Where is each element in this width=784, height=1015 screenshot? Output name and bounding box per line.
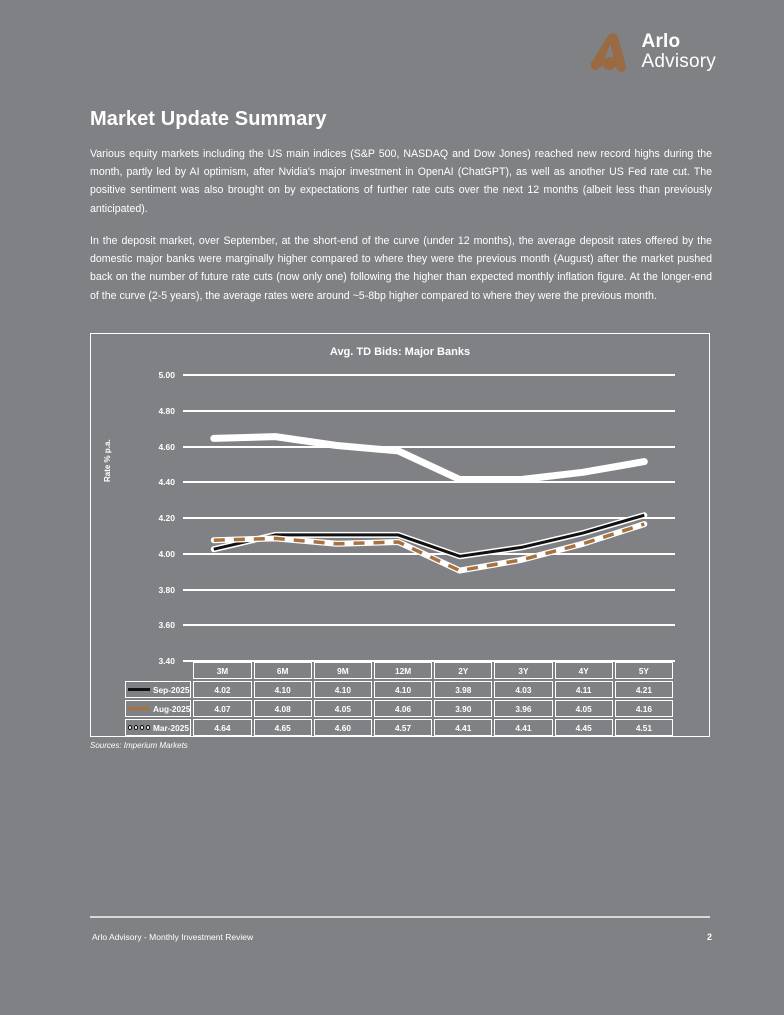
table-cell: 4.03 <box>494 681 552 698</box>
y-axis-tick-label: 4.00 <box>158 548 175 559</box>
column-header-3y: 3Y <box>494 662 552 679</box>
table-cell: 4.41 <box>494 719 552 736</box>
table-header-row <box>125 662 673 679</box>
table-cell: 4.60 <box>314 719 372 736</box>
table-row <box>125 700 673 717</box>
table-row <box>125 681 673 698</box>
table-cell: 4.21 <box>615 681 673 698</box>
y-axis-tick-label: 3.60 <box>158 620 175 631</box>
table-body <box>125 681 673 736</box>
table-cell: 4.02 <box>193 681 251 698</box>
table-cell: 4.08 <box>254 700 312 717</box>
column-header-9m: 9M <box>314 662 372 679</box>
y-axis-tick-label: 3.40 <box>158 656 175 666</box>
table-cell: 4.06 <box>374 700 432 717</box>
brand-wordmark <box>642 32 716 71</box>
table-cell: 4.05 <box>555 700 613 717</box>
chart-plot-area <box>158 370 675 666</box>
summary-paragraph-1: Various equity markets including the US main indices (S&P 500, NASDAQ and Dow Jones) reached new record highs during the month, partly led by AI optimism, after Nvidia's major investment in OpenAI (ChatGPT), as well as another US Fed rate cut. The positive sentiment was also brought on by expectations of further rate cuts over the next 12 months (albeit less than previously anticipated). <box>90 148 712 215</box>
legend-entry-sep-2025 <box>125 681 191 698</box>
y-axis-tick-label: 4.40 <box>158 477 175 488</box>
legend-header-blank <box>125 662 191 679</box>
table-cell: 4.64 <box>193 719 251 736</box>
y-axis-tick-label: 5.00 <box>158 370 175 380</box>
y-axis-label: Rate % p.a. <box>103 439 112 482</box>
table-row <box>125 719 673 736</box>
y-axis-tick-label: 4.20 <box>158 513 175 523</box>
chart-data-table <box>123 660 675 738</box>
column-header-5y: 5Y <box>615 662 673 679</box>
table-cell: 4.10 <box>254 681 312 698</box>
brand-name-line2: Advisory <box>641 50 716 72</box>
table-cell: 4.11 <box>555 681 613 698</box>
table-cell: 4.57 <box>374 719 432 736</box>
arlo-a-mark-icon <box>587 28 633 74</box>
column-header-2y: 2Y <box>434 662 492 679</box>
y-axis-tick-label: 4.80 <box>158 405 175 416</box>
footer-page-number: 2 <box>706 932 712 942</box>
table-cell: 4.51 <box>615 719 673 736</box>
footer-divider <box>90 916 710 918</box>
legend-label: Mar-2025 <box>153 722 189 733</box>
legend-swatch-solid-line-icon <box>128 686 150 693</box>
legend-swatch-dotted-line-icon <box>128 724 150 731</box>
legend-swatch-dashed-line-icon <box>128 705 150 712</box>
source-note: Sources: Imperium Markets <box>90 741 188 750</box>
summary-paragraph-2: In the deposit market, over September, at the short-end of the curve (under 12 months), the average deposit rates offered by the domestic major banks were marginally higher compared to where they were the previous month (August) after the market pushed back on the number of future rate cuts (now only one) following the higher than expected monthly inflation figure. At the longer-end of the curve (2-5 years), the average rates were around ~5-8bp higher compared to where they were the previous month. <box>90 235 712 302</box>
table-cell: 3.96 <box>494 700 552 717</box>
table-cell: 4.41 <box>434 719 492 736</box>
table-cell: 4.65 <box>254 719 312 736</box>
table-cell: 4.10 <box>374 681 432 698</box>
legend-label: Sep-2025 <box>153 684 190 695</box>
table-cell: 3.90 <box>434 700 492 717</box>
footer-text: Arlo Advisory - Monthly Investment Review <box>92 932 254 942</box>
page-title: Market Update Summary <box>90 108 327 130</box>
legend-label: Aug-2025 <box>153 703 191 714</box>
legend-entry-mar-2025 <box>125 719 191 736</box>
column-header-3m: 3M <box>193 662 251 679</box>
column-header-4y: 4Y <box>555 662 613 679</box>
column-header-6m: 6M <box>254 662 312 679</box>
chart-container <box>90 333 710 737</box>
table-cell: 4.10 <box>314 681 372 698</box>
table-cell: 4.07 <box>193 700 251 717</box>
y-axis-tick-label: 4.60 <box>158 441 175 452</box>
chart-series-line <box>214 437 645 480</box>
table-cell: 4.45 <box>555 719 613 736</box>
chart-series-layer <box>183 374 675 660</box>
brand-name-line1: Arlo <box>641 30 681 52</box>
table-cell: 4.16 <box>615 700 673 717</box>
brand-logo <box>587 28 716 74</box>
column-header-12m: 12M <box>374 662 432 679</box>
table-cell: 4.05 <box>314 700 372 717</box>
chart-title: Avg. TD Bids: Major Banks <box>329 346 471 358</box>
y-axis-tick-label: 3.80 <box>158 584 175 595</box>
legend-entry-aug-2025 <box>125 700 191 717</box>
table-cell: 3.98 <box>434 681 492 698</box>
